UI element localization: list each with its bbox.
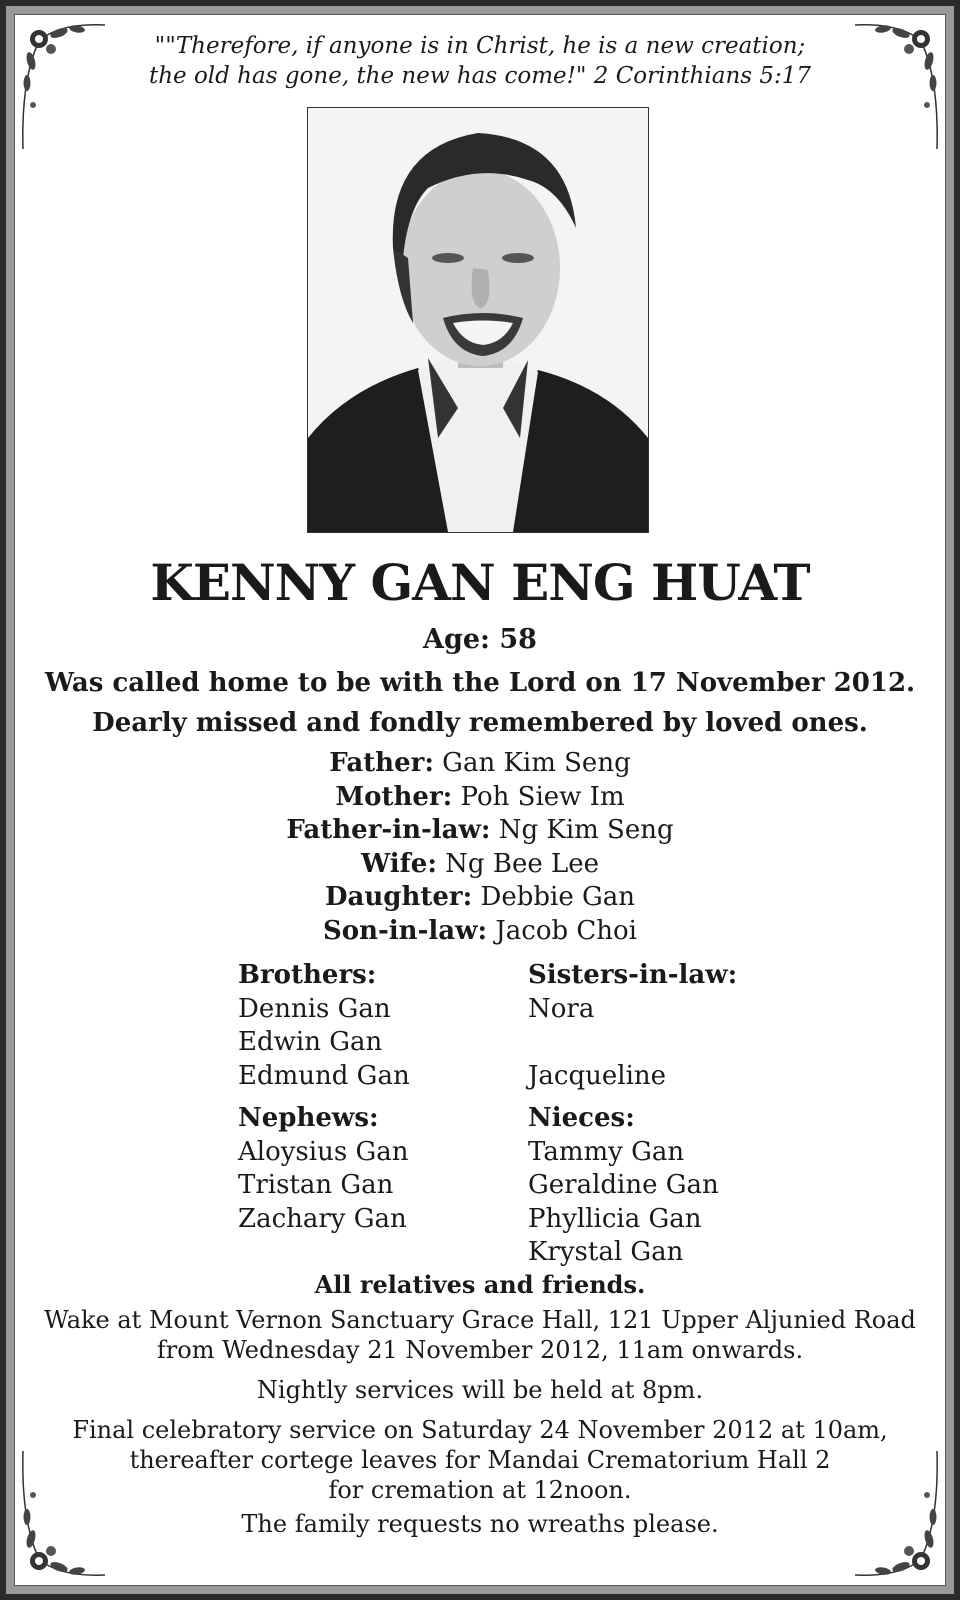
family-row [15,781,945,815]
relation-label: Wife: [360,848,437,879]
final-line-3: for cremation at 12noon. [328,1476,632,1504]
wake-line-2: from Wednesday 21 November 2012, 11am onwards. [156,1336,804,1364]
niece-name: Tammy Gan [528,1136,685,1167]
relation-name: Poh Siew Im [452,781,625,812]
deceased-age: Age: 58 [423,624,537,655]
relation-name: Jacob Choi [487,915,637,946]
final-service-details [15,1415,945,1505]
quote-line-1: ""Therefore, if anyone is in Christ, he is a new creation; [154,33,806,59]
brother-name: Edmund Gan [238,1060,410,1091]
relation-label: Mother: [335,781,453,812]
niece-name: Geraldine Gan [528,1170,719,1201]
family-row [15,814,945,848]
relation-label: Father: [329,748,434,778]
relation-label: Father-in-law: [286,815,491,846]
brother-name: Edwin Gan [238,1027,383,1058]
nephews-heading: Nephews: [238,1103,379,1133]
family-row [15,848,945,882]
family-row [15,881,945,915]
deceased-name: KENNY GAN ENG HUAT [150,553,810,612]
relation-name: Ng Kim Seng [490,815,674,846]
relation-name: Gan Kim Seng [433,748,631,778]
sister-in-law-name: Nora [528,993,595,1024]
wake-details [15,1305,945,1365]
sisters-in-law-column [528,959,768,1093]
brothers-column [238,959,518,1093]
gray-frame [6,6,954,1594]
no-wreaths-note: The family requests no wreaths please. [241,1510,719,1538]
wake-line-1: Wake at Mount Vernon Sanctuary Grace Hall, 121 Upper Aljunied Road [44,1306,916,1334]
final-line-2: thereafter cortege leaves for Mandai Crematorium Hall 2 [129,1446,831,1474]
relation-label: Son-in-law: [322,915,488,946]
nephews-column [238,1102,518,1236]
family-row [15,747,945,781]
nephew-name: Zachary Gan [238,1203,407,1234]
bible-quote [15,31,945,91]
portrait-photo [307,107,649,533]
announcement [15,663,945,743]
person-portrait-icon [308,108,648,532]
nightly-services: Nightly services will be held at 8pm. [256,1376,704,1404]
immediate-family-list [15,747,945,949]
remembered-line: Dearly missed and fondly remembered by loved ones. [92,708,868,738]
brother-name: Dennis Gan [238,993,391,1024]
called-home-line: Was called home to be with the Lord on 17 November 2012. [44,668,916,698]
family-row [15,915,945,949]
brothers-heading: Brothers: [238,960,377,990]
relation-name: Debbie Gan [472,882,635,913]
relation-label: Daughter: [324,882,473,913]
nieces-column [528,1102,768,1270]
sisters-in-law-heading: Sisters-in-law: [528,960,738,990]
nieces-heading: Nieces: [528,1103,635,1133]
final-line-1: Final celebratory service on Saturday 24 November 2012 at 10am, [72,1416,888,1444]
niece-name: Phyllicia Gan [528,1203,702,1234]
sister-in-law-name: Jacqueline [528,1060,667,1091]
nephew-name: Tristan Gan [238,1170,394,1201]
obituary-card [14,14,946,1586]
all-relatives-line: All relatives and friends. [314,1270,646,1299]
quote-line-2: the old has gone, the new has come!" 2 Corinthians 5:17 [148,63,812,89]
niece-name: Krystal Gan [528,1237,684,1268]
nephew-name: Aloysius Gan [238,1136,409,1167]
relation-name: Ng Bee Lee [436,848,600,879]
